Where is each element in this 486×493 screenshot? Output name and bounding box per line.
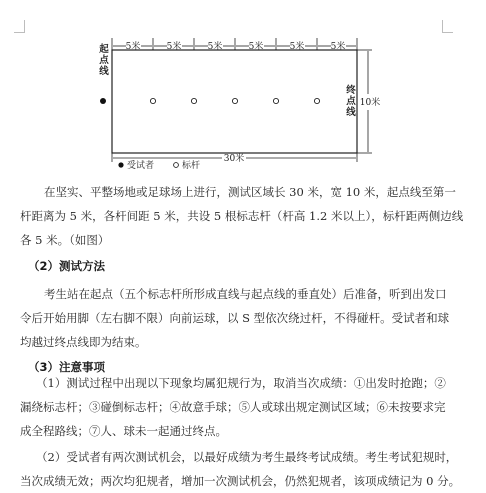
legend-pole-label: 标杆 xyxy=(182,161,201,171)
end-line-label: 点 xyxy=(346,96,356,107)
notes-line: 漏绕标志杆；③碰倒标志杆；④故意手球；⑤人或球出规定测试区域；⑥未按要求完 xyxy=(20,400,446,414)
length-label: 30米 xyxy=(223,154,245,164)
field-diagram xyxy=(0,0,486,180)
notes-line: （1）测试过程中出现以下现象均属犯规行为，取消当次成绩：①出发时抢跑；② xyxy=(36,376,446,390)
pole-marker xyxy=(273,98,278,103)
pole-marker xyxy=(191,98,196,103)
segment-label: 5米 xyxy=(330,42,346,52)
intro-line: 杆距离为 5 米，各杆间距 5 米，共设 5 根标志杆（杆高 1.2 米以上），标杆距两侧边线 xyxy=(20,209,464,223)
intro-line: 各 5 米。（如图） xyxy=(20,233,110,247)
notes-heading: （3）注意事项 xyxy=(28,360,106,374)
method-heading: （2）测试方法 xyxy=(28,259,106,273)
segment-label: 5米 xyxy=(289,42,305,52)
notes-line: 成全程路线；⑦人、球未一起通过终点。 xyxy=(20,424,227,438)
pole-marker xyxy=(314,98,319,103)
intro-line: 在坚实、平整场地或足球场上进行，测试区域长 30 米，宽 10 米，起点线至第一 xyxy=(44,185,456,199)
start-line-label: 点 xyxy=(99,55,109,66)
method-paragraph xyxy=(20,282,450,354)
notes-paragraph xyxy=(20,371,461,493)
end-line-label: 线 xyxy=(346,107,356,118)
start-line-label: 起 xyxy=(99,44,109,55)
legend-tester-label: 受试者 xyxy=(127,161,155,171)
method-line: 考生站在起点（五个标志杆所形成直线与起点线的垂直处）后准备，听到出发口 xyxy=(44,287,447,301)
segment-label: 5米 xyxy=(207,42,223,52)
segment-label: 5米 xyxy=(248,42,264,52)
legend-tester-icon xyxy=(118,162,123,167)
method-line: 均越过终点线即为结束。 xyxy=(20,335,147,349)
pole-marker xyxy=(150,98,155,103)
pole-marker xyxy=(232,98,237,103)
method-line: 令后开始用脚（左右脚不限）向前运球，以 S 型依次绕过杆，不得碰杆。受试者和球 xyxy=(20,311,450,325)
end-line-label: 终 xyxy=(346,85,356,96)
notes-line: 当次成绩无效；两次均犯规者，增加一次测试机会，仍然犯规者，该项成绩记为 0 分。 xyxy=(20,474,461,488)
legend-pole-icon xyxy=(174,163,179,168)
start-line-label: 线 xyxy=(99,66,109,77)
width-label: 10米 xyxy=(359,98,381,108)
segment-label: 5米 xyxy=(125,42,141,52)
segment-label: 5米 xyxy=(166,42,182,52)
intro-paragraph xyxy=(20,180,464,252)
notes-line: （2）受试者有两次测试机会，以最好成绩为考生最终考试成绩。考生考试犯规时， xyxy=(36,450,458,464)
tester-marker xyxy=(100,98,106,104)
